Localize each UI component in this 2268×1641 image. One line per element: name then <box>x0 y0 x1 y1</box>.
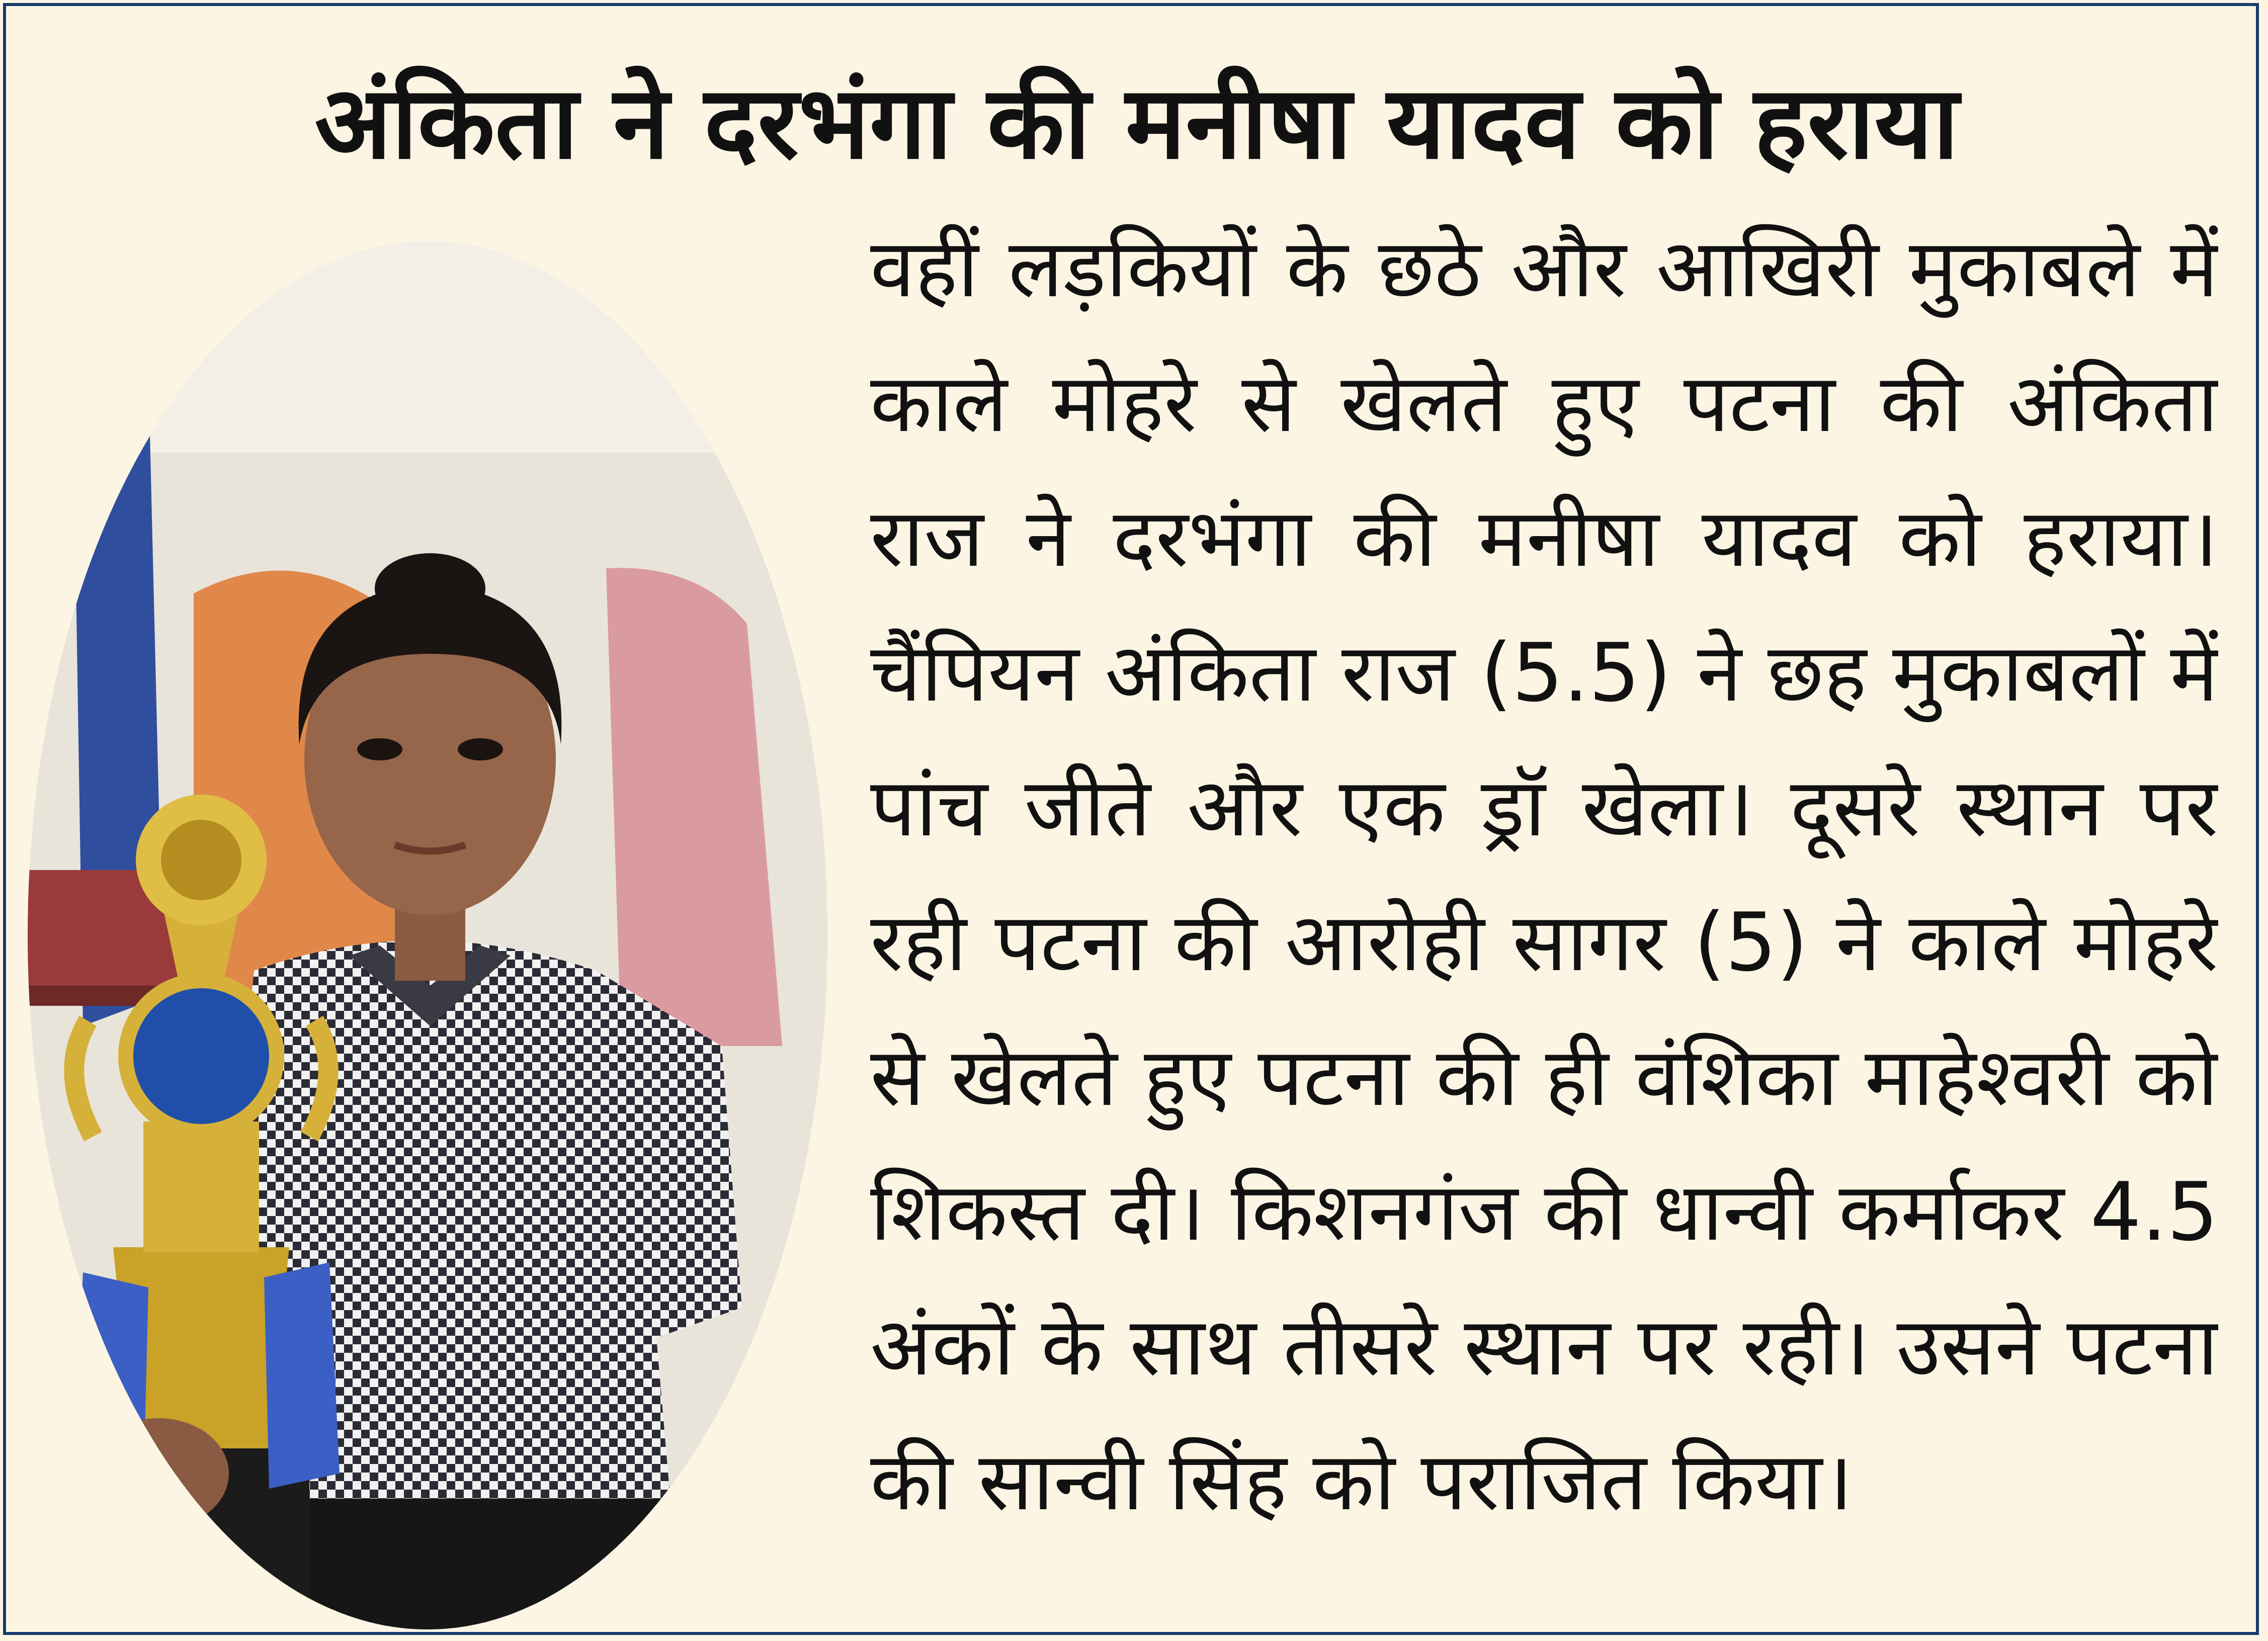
photo-hand <box>88 1418 229 1529</box>
champion-photo <box>28 241 827 1629</box>
photo-illustration <box>28 241 827 1629</box>
photo-trousers <box>279 1499 682 1629</box>
headline: अंकिता ने दरभंगा की मनीषा यादव को हराया <box>314 64 1959 182</box>
article-body: वहीं लड़कियों के छठे और आखिरी मुकाबले में काले मोहरे से खेलते हुए पटना की अंकिता राज ने दरभंगा की मनीषा यादव को हराया। चैंपियन अंकिता राज (5.5) ने छह मुकाबलों में पांच जीते और एक ड्रॉ खेला। दूसरे स्थान पर रही पटना की आरोही सागर (5) ने काले मोहरे से खेलते हुए पटना की ही वंशिका माहेश्वरी को शिकस्त दी। किशनगंज की धान्वी कर्माकर 4.5 अंकों के साथ तीसरे स्थान पर रही। उसने पटना की सान्वी सिंह को पराजित किया। <box>870 221 2218 1528</box>
